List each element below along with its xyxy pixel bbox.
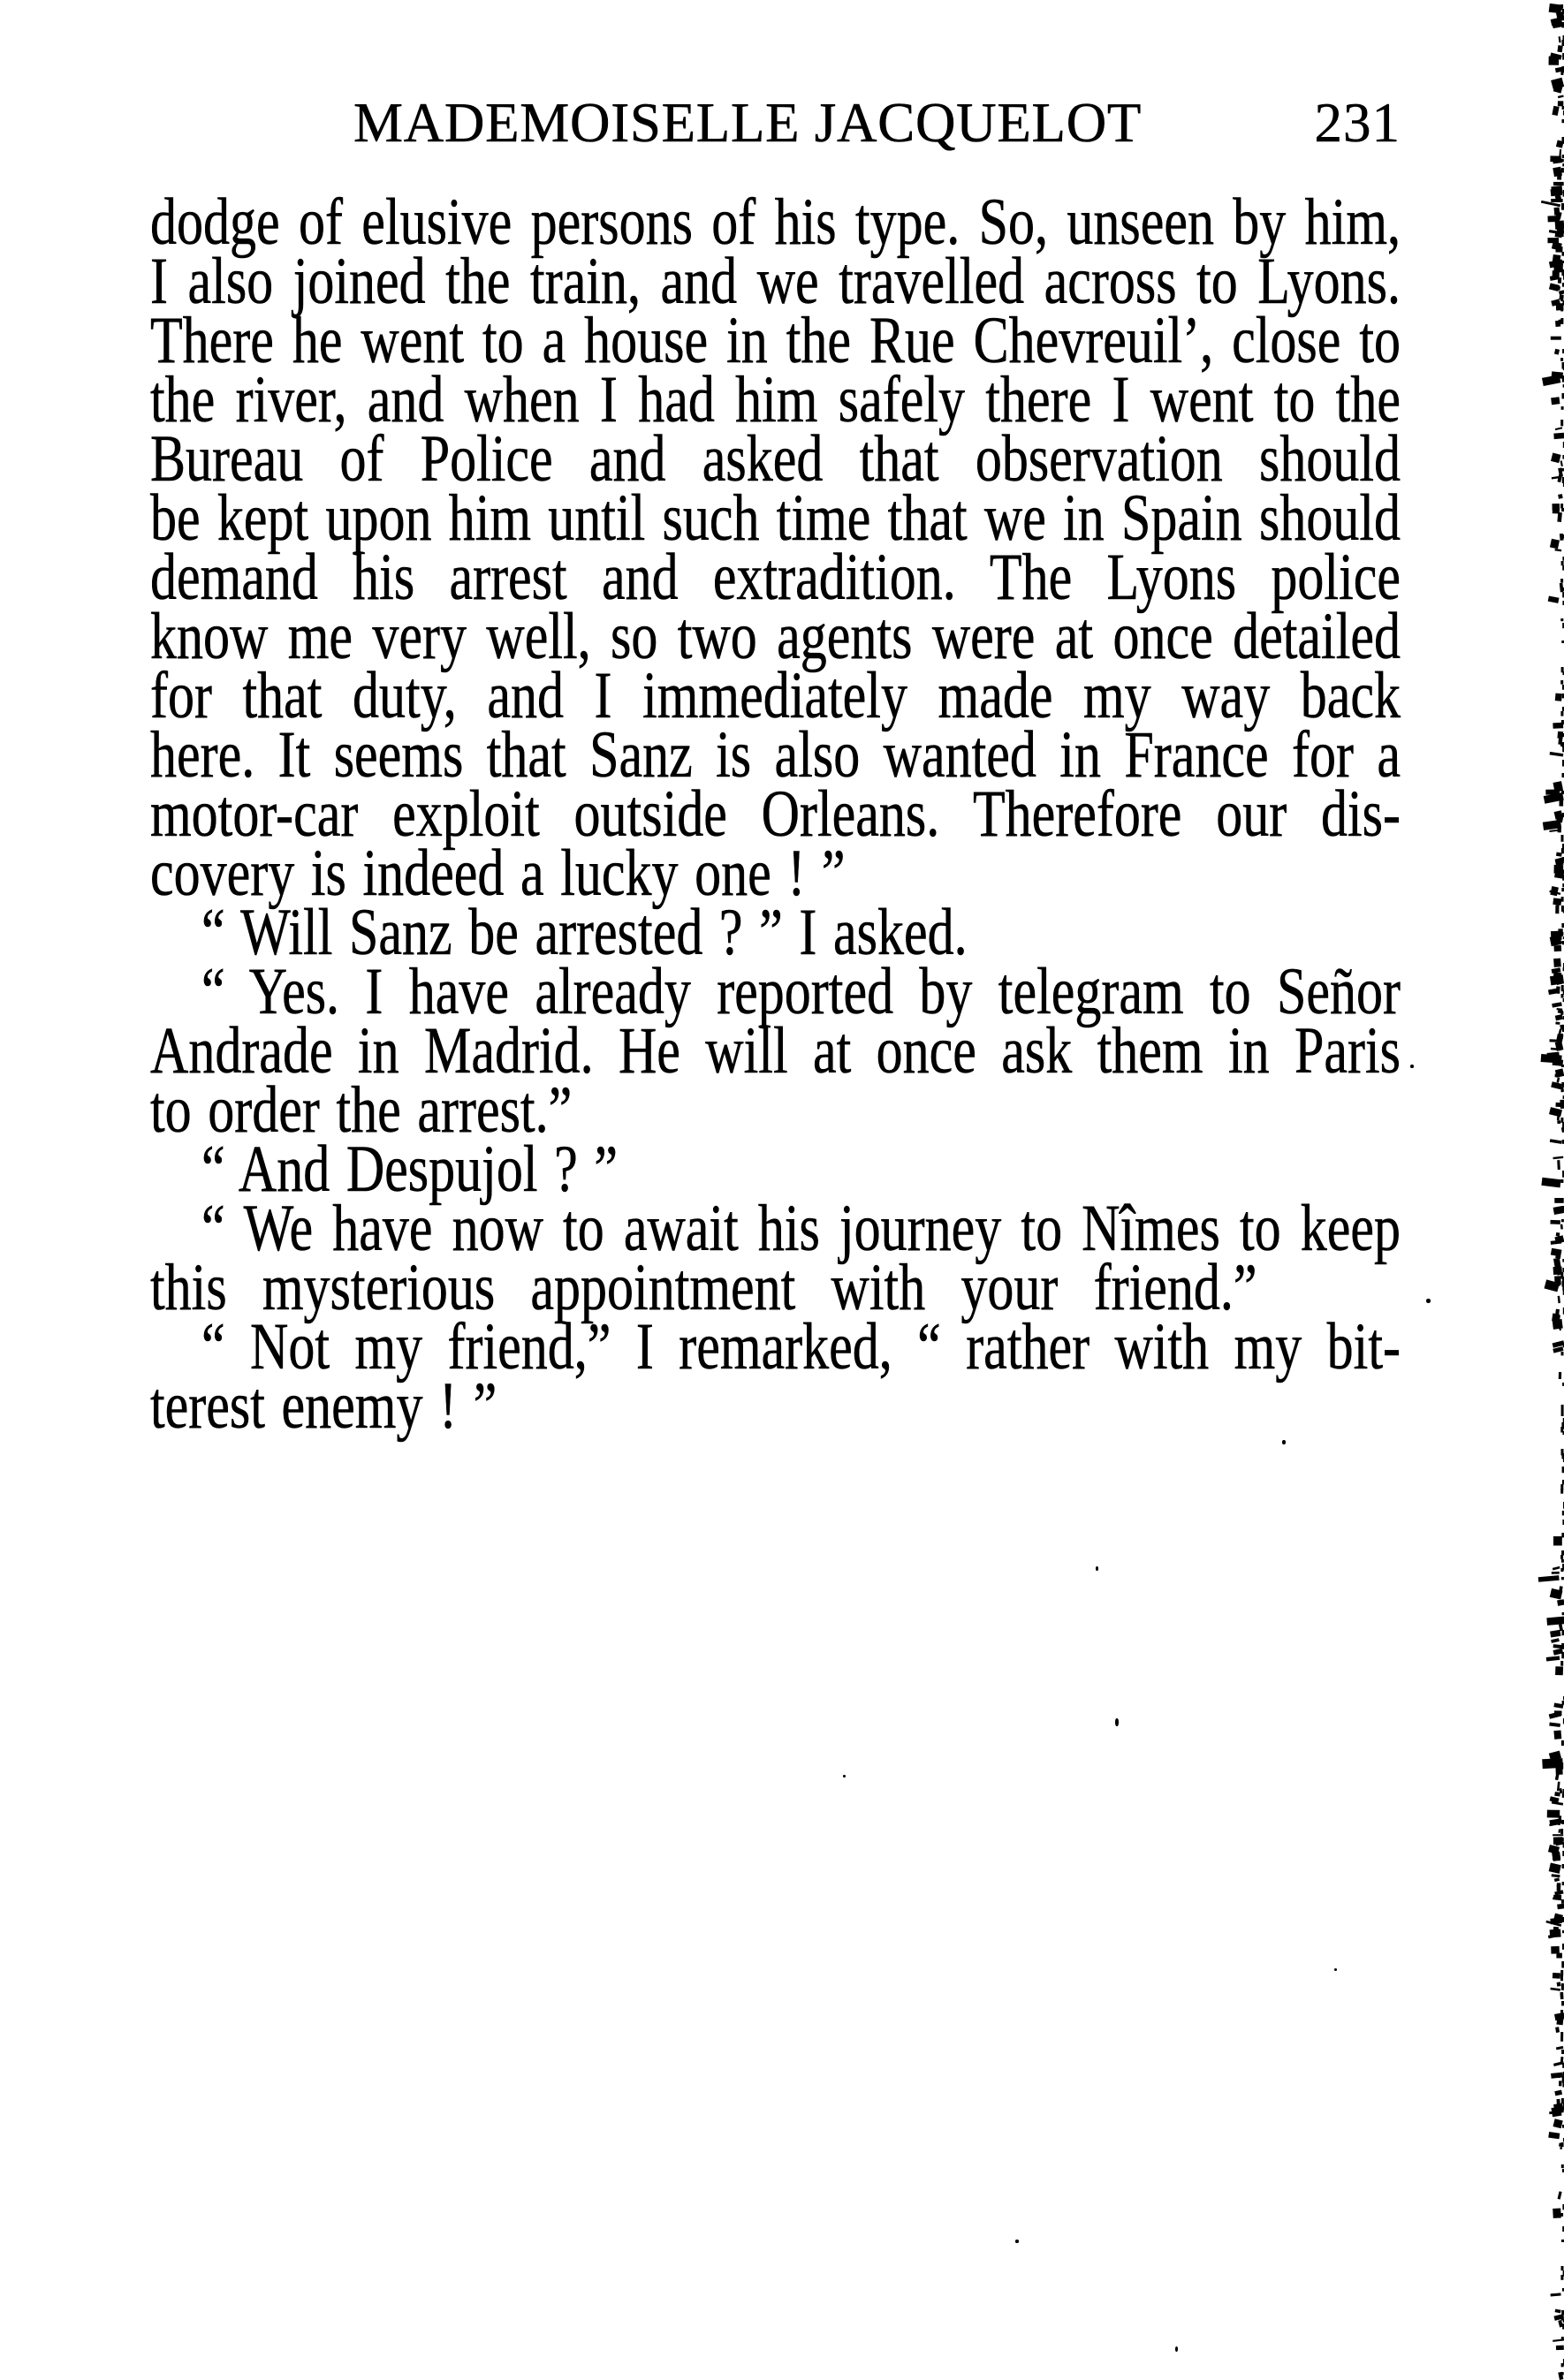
body-text-line: “ Yes. I have already reported by telegram to Señor [201,954,1401,1028]
body-text-line: terest enemy ! ” [150,1368,497,1443]
body-text-line: know me very well, so two agents were at once detailed [150,599,1401,673]
body-text-line: demand his arrest and extradition. The Lyons police [150,540,1401,614]
ink-speck [1175,2346,1178,2352]
ink-speck [843,1775,846,1777]
page-number: 231 [1314,92,1401,154]
body-text-line: I also joined the train, and we travelled across to Lyons. [150,244,1401,318]
body-text-line: to order the arrest.” [150,1073,573,1147]
body-text-line: “ Not my friend,” I remarked, “ rather with my bit- [201,1309,1401,1383]
ink-speck [1015,2240,1019,2243]
body-text-line: dodge of elusive persons of his type. So, unseen by him, [150,185,1401,259]
ink-speck [1426,1299,1431,1303]
body-text-line: covery is indeed a lucky one ! ” [150,836,846,910]
ink-speck [1096,1566,1098,1571]
body-text-line: Andrade in Madrid. He will at once ask them in Paris [150,1013,1401,1088]
ink-speck [1282,1440,1286,1444]
body-text-line: “ We have now to await his journey to Nîmes to keep [201,1191,1401,1265]
body-text-line: “ Will Sanz be arrested ? ” I asked. [201,895,968,969]
ink-speck [1115,1718,1119,1726]
body-text-line: Bureau of Police and asked that observation should [150,421,1401,496]
page-header [0,0,1564,194]
body-text-line: the river, and when I had him safely there I went to the [150,362,1401,436]
body-text-line: here. It seems that Sanz is also wanted in France for a [150,717,1401,792]
body-text-line: be kept upon him until such time that we in Spain should [150,481,1401,555]
scan-edge-noise [1534,0,1564,2380]
running-header-title: MADEMOISELLE JACQUELOT [353,92,1143,154]
body-text-line: motor-car exploit outside Orleans. Therefore our dis- [150,777,1401,851]
body-text-line: for that duty, and I immediately made my way back [150,658,1401,732]
body-text-line: There he went to a house in the Rue Chevreuil’, close to [150,303,1401,377]
body-text-block [150,185,1401,1443]
body-text-line: “ And Despujol ? ” [201,1132,618,1206]
body-text-line: this mysterious appointment with your friend.” [150,1250,1257,1324]
ink-speck [1410,1065,1414,1068]
ink-speck [1334,1968,1337,1971]
